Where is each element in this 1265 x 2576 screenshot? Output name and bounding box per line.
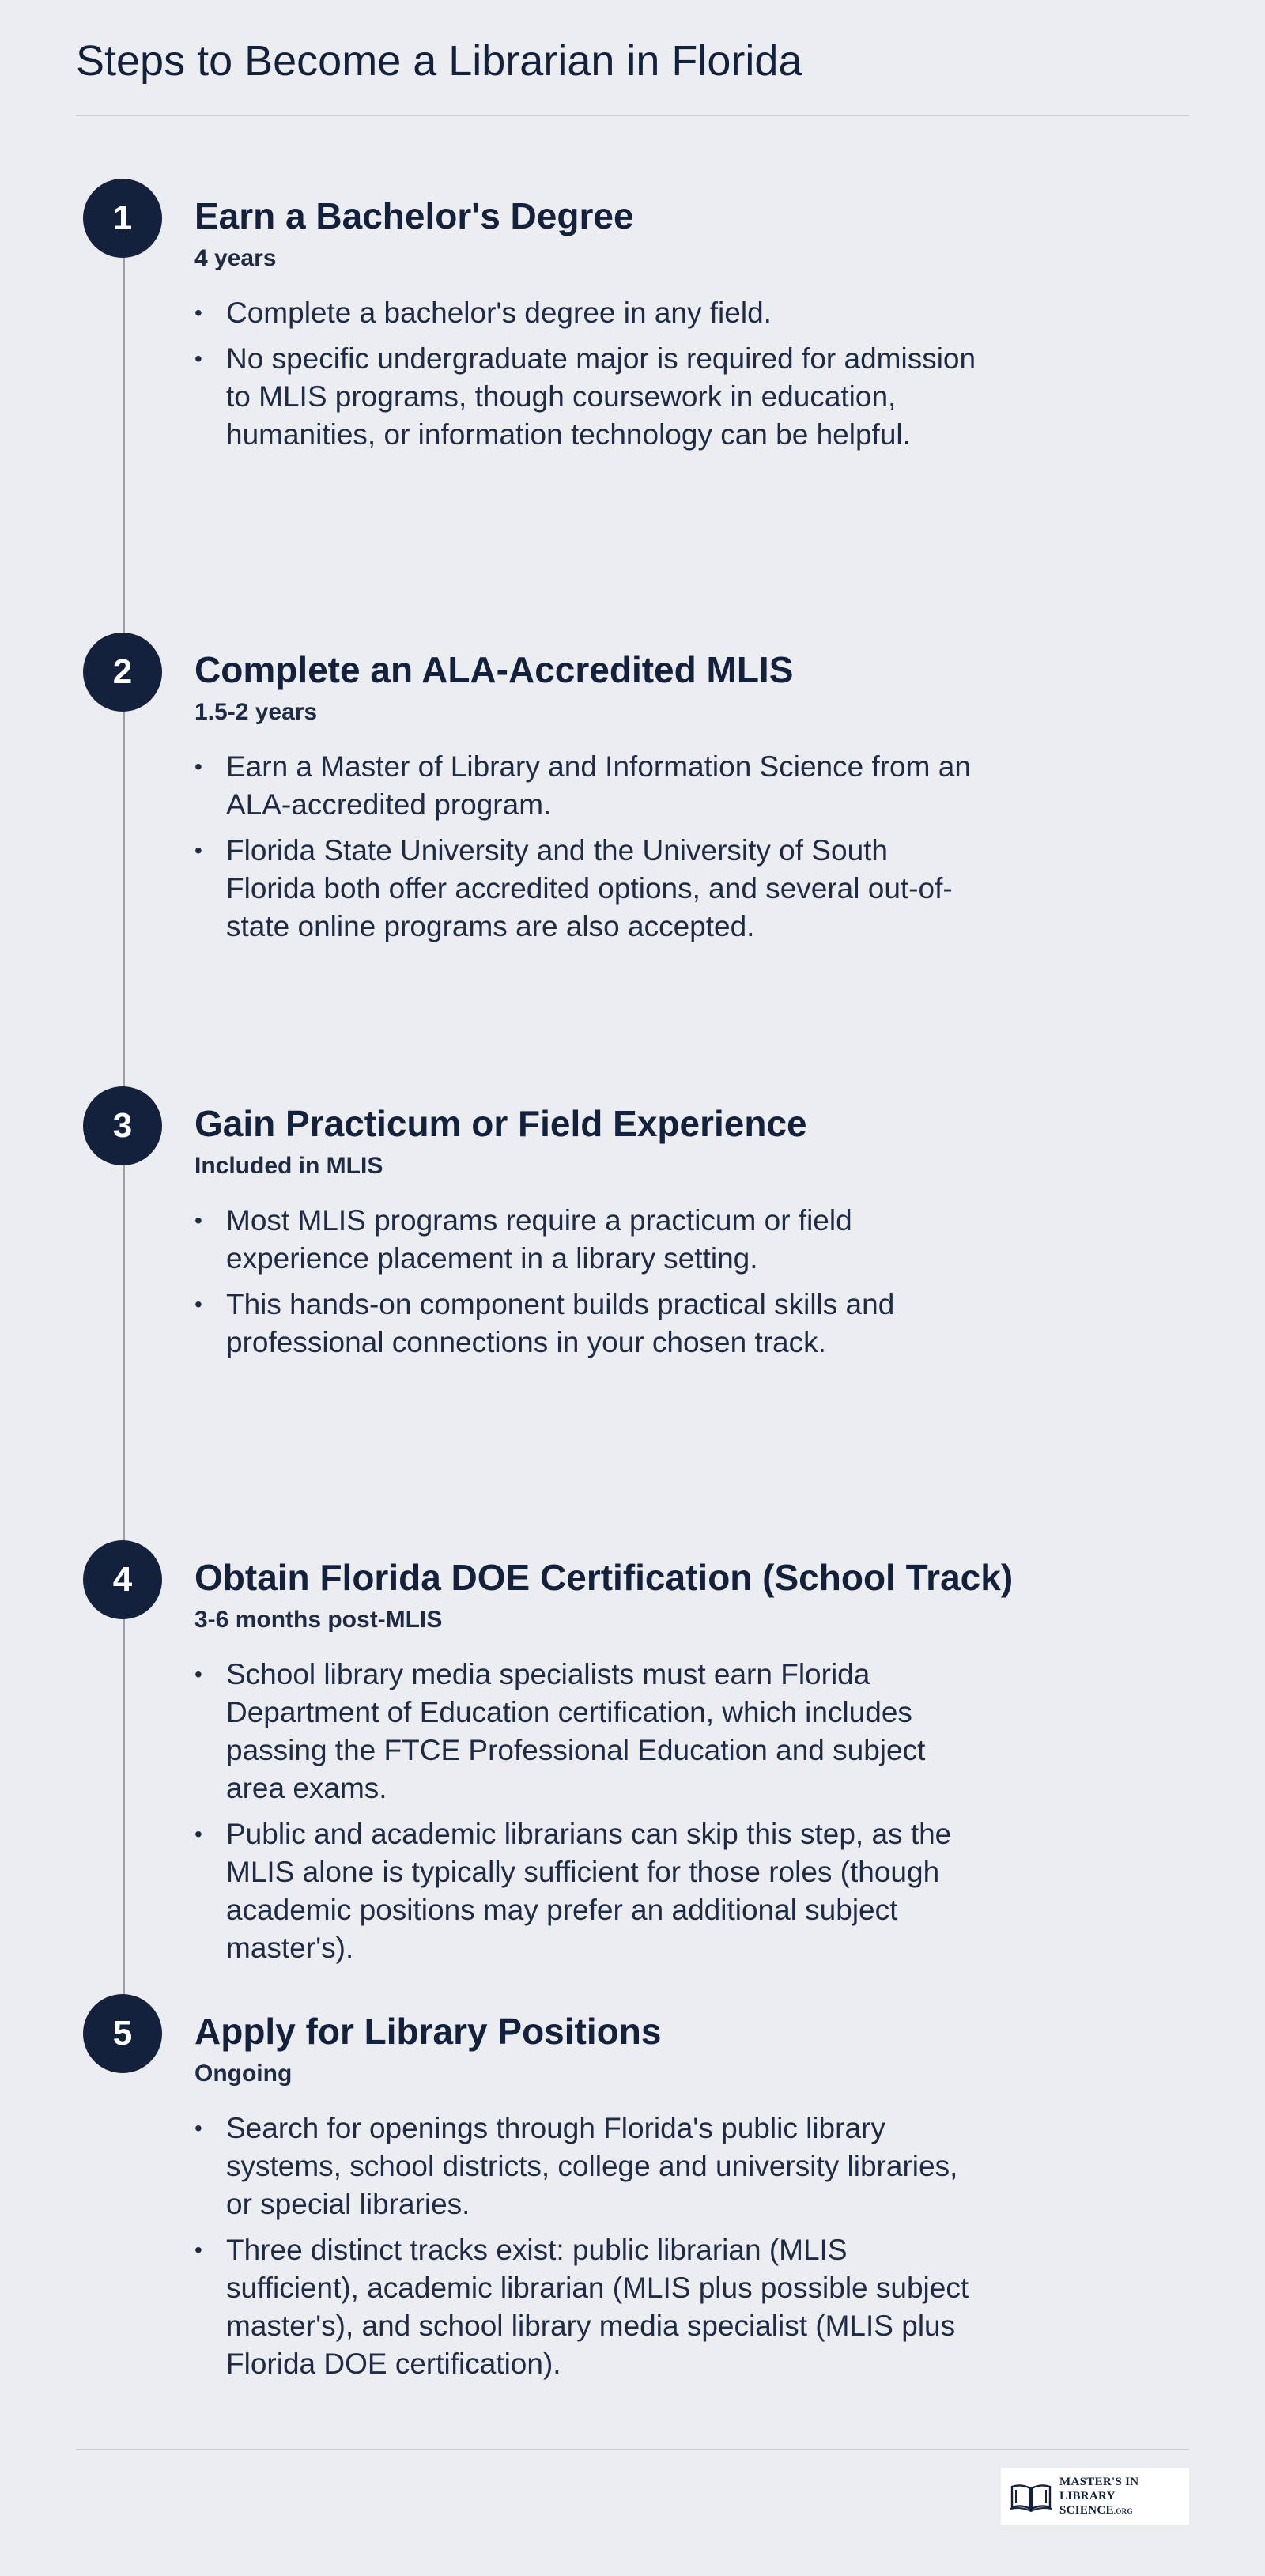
bullet-text: This hands-on component builds practical skills and professional connections in your chosen track.: [226, 1288, 895, 1358]
list-item: [194, 748, 977, 824]
step-title: Earn a Bachelor's Degree: [194, 195, 634, 236]
list-item: [194, 2231, 977, 2383]
page-title: Steps to Become a Librarian in Florida: [76, 37, 802, 85]
step-number-badge: 4: [83, 1540, 162, 1619]
logo-wordmark: [1059, 2475, 1189, 2518]
step-number-badge: 1: [83, 179, 162, 258]
step-bullet-list: [194, 1202, 977, 1362]
step-content: [194, 2008, 1088, 2391]
list-item: [194, 2110, 977, 2223]
step-content: [194, 193, 1088, 462]
bullet-icon: •: [194, 1822, 202, 1846]
bullet-icon: •: [194, 754, 202, 779]
bullet-text: Earn a Master of Library and Information Science from an ALA-accredited program.: [226, 750, 971, 821]
step-content: [194, 1554, 1088, 1975]
bullet-icon: •: [194, 2116, 202, 2140]
step-duration: 1.5-2 years: [194, 699, 318, 725]
site-logo[interactable]: [1001, 2468, 1189, 2525]
bullet-text: Three distinct tracks exist: public librarian (MLIS sufficient), academic librarian (MLIS plus possible subject master's), and school library media specialist (MLIS plus Florida DOE certification).: [226, 2234, 969, 2380]
step-bullet-list: [194, 1656, 977, 1967]
step-number-badge: 2: [83, 633, 162, 712]
list-item: [194, 1815, 977, 1967]
step-title: Complete an ALA-Accredited MLIS: [194, 649, 794, 690]
logo-suffix: .ORG: [1113, 2506, 1133, 2515]
bullet-icon: •: [194, 1208, 202, 1233]
list-item: [194, 294, 977, 332]
bullet-icon: •: [194, 1662, 202, 1686]
bullet-text: Search for openings through Florida's public library systems, school districts, college and university libraries, or special libraries.: [226, 2112, 958, 2220]
step-title: Obtain Florida DOE Certification (School Track): [194, 1557, 1014, 1598]
bullet-icon: •: [194, 1292, 202, 1316]
bullet-icon: •: [194, 300, 202, 325]
step-title: Apply for Library Positions: [194, 2011, 662, 2052]
bullet-text: Complete a bachelor's degree in any field.: [226, 297, 772, 329]
bullet-text: Most MLIS programs require a practicum or field experience placement in a library setting.: [226, 1204, 852, 1275]
bullet-icon: •: [194, 346, 202, 371]
step-duration: 4 years: [194, 245, 277, 271]
bullet-text: Florida State University and the University of South Florida both offer accredited options, and several out-of-state online programs are also accepted.: [226, 834, 953, 942]
step-duration: Included in MLIS: [194, 1153, 383, 1179]
step-bullet-list: [194, 2110, 977, 2383]
bullet-icon: •: [194, 838, 202, 863]
bullet-icon: •: [194, 2238, 202, 2262]
step-title: Gain Practicum or Field Experience: [194, 1103, 807, 1144]
step-bullet-list: [194, 294, 977, 454]
bullet-text: School library media specialists must earn Florida Department of Education certification, which includes passing the FTCE Professional Education and subject area exams.: [226, 1658, 926, 1804]
logo-line-2: LIBRARY SCIENCE: [1059, 2489, 1116, 2517]
step-duration: 3-6 months post-MLIS: [194, 1607, 443, 1633]
bullet-text: No specific undergraduate major is required for admission to MLIS programs, though coursework in education, humanities, or information technology can be helpful.: [226, 342, 976, 451]
list-item: [194, 1202, 977, 1278]
step-number-badge: 3: [83, 1086, 162, 1165]
step-content: [194, 647, 1088, 954]
list-item: [194, 340, 977, 454]
list-item: [194, 832, 977, 946]
step-content: [194, 1101, 1088, 1369]
step-number-badge: 5: [83, 1994, 162, 2073]
bullet-text: Public and academic librarians can skip this step, as the MLIS alone is typically sufficient for those roles (though academic positions may prefer an additional subject master's).: [226, 1818, 952, 1964]
open-book-icon: [1009, 2480, 1053, 2512]
logo-line-1: MASTER'S IN: [1059, 2475, 1139, 2488]
header-divider: [76, 115, 1189, 116]
list-item: [194, 1286, 977, 1362]
footer-divider: [76, 2449, 1189, 2450]
step-duration: Ongoing: [194, 2060, 293, 2087]
list-item: [194, 1656, 977, 1807]
step-bullet-list: [194, 748, 977, 946]
